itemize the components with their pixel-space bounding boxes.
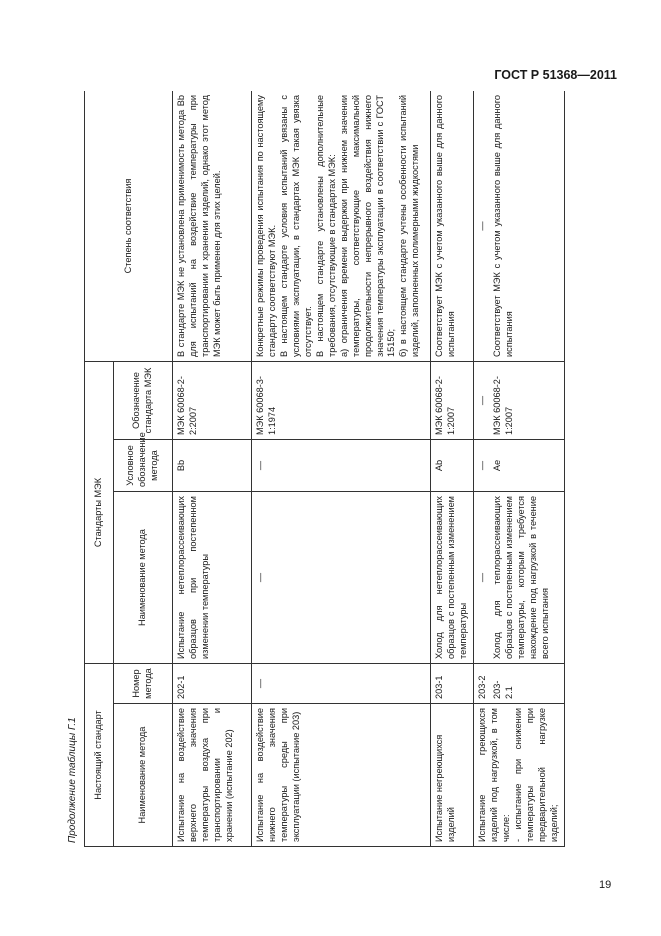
- method-name-sub: - испытание при снижении температуры при предварительной нагрузке изделий;: [512, 708, 559, 842]
- cell-method-name: [473, 704, 564, 847]
- column-header-iec-code: Условное обозначение метода: [114, 440, 173, 492]
- cell-method-name: Испытание негреющихся изделий: [431, 704, 474, 847]
- document-code: ГОСТ Р 51368—2011: [494, 68, 617, 82]
- cell-degree: [173, 91, 252, 362]
- cell-iec-code: Ab: [431, 440, 474, 492]
- rotated-content: [63, 91, 611, 847]
- table-row: [173, 91, 252, 847]
- degree-paragraph: б) в настоящем стандарте учтены особенности испытаний изделий, заполненных полимерными жидкостями: [398, 95, 421, 357]
- table-row: [252, 91, 431, 847]
- cell-iec-standard: МЭК 60068-2-2:2007: [173, 362, 252, 440]
- cell-method-name: Испытание на воздействие верхнего значения температуры воздуха при транспортировании и хранении (испытание 202): [173, 704, 252, 847]
- degree-paragraph: В настоящем стандарте условия испытаний увязаны с условиями эксплуатации, в стандартах МЭК такая увязка отсутствует.: [278, 95, 313, 357]
- table-row: [473, 91, 564, 847]
- cell-method-no: 202-1: [173, 664, 252, 704]
- degree-paragraph: —: [476, 221, 487, 231]
- cell-iec-method-name: —: [252, 492, 431, 664]
- degree-paragraph: Соответствует МЭК с учетом указанного выше для данного испытания: [434, 95, 456, 357]
- table-group-header-row: [85, 91, 114, 847]
- cell-iec-method-name: Холод для нетеплорассеивающих образцов с постепенным изменением температуры: [431, 492, 474, 664]
- group-header-current: Настоящий стандарт: [85, 664, 114, 847]
- degree-paragraph: В стандарте МЭК не установлена применимость метода Bb для испытаний на воздействие температуры при транспортировании и хранении изделий, однако этот метод МЭК может быть применен для этих целей.: [176, 95, 222, 357]
- column-header-iec-method-name: Наименование метода: [114, 492, 173, 664]
- degree-paragraph: а) ограничения времени выдержки при нижнем значении температуры, соответствующие максимальной продолжительности непрерывного воздействия нижнего значения температуры эксплуатации в соответствии с ГОСТ 15150;: [338, 95, 397, 357]
- table-row: [431, 91, 474, 847]
- rotated-table-area: [63, 91, 611, 847]
- cell-iec-code: Bb: [173, 440, 252, 492]
- method-no-sub: 203-2.1: [491, 680, 514, 699]
- cell-iec-code: —: [252, 440, 431, 492]
- page-number: 19: [599, 879, 612, 891]
- cell-method-no: —: [252, 664, 431, 704]
- degree-paragraph-sub: Соответствует МЭК с учетом указанного выше для данного испытания: [491, 95, 514, 357]
- degree-paragraph: Конкретные режимы проведения испытания по настоящему стандарту соответствуют МЭК.: [255, 95, 277, 357]
- degree-paragraph: В настоящем стандарте установлены дополнительные требования, отсутствующие в стандартах МЭК:: [314, 95, 337, 357]
- cell-method-no: [473, 664, 564, 704]
- iec-code-main: —: [476, 460, 487, 471]
- column-header-iec-standard: Обозначение стандарта МЭК: [114, 362, 173, 440]
- iec-method-name-sub: Холод для теплорассеивающих образцов с постепенным изменением температуры, которым требуется нахождение под нагрузкой в течение всего испытания: [491, 496, 550, 659]
- method-name-main: Испытание греющихся изделий под нагрузкой, в том числе:: [476, 708, 511, 842]
- cell-iec-standard: МЭК 60068-2-1:2007: [431, 362, 474, 440]
- cell-method-no: 203-1: [431, 664, 474, 704]
- cell-iec-method-name: [473, 492, 564, 664]
- column-header-method-no: Номер метода: [114, 664, 173, 704]
- column-header-degree: Степень соответствия: [85, 91, 173, 362]
- iec-method-name-main: —: [476, 572, 487, 583]
- cell-method-name: Испытание на воздействие нижнего значения температуры среды при эксплуатации (испытание 203): [252, 704, 431, 847]
- iec-standard-main: —: [476, 395, 487, 406]
- method-no-main: 203-2: [476, 675, 487, 699]
- cell-degree: [431, 91, 474, 362]
- iec-code-sub: Ae: [491, 459, 502, 472]
- cell-degree: [473, 91, 564, 362]
- column-header-method-name: Наименование метода: [114, 704, 173, 847]
- table-caption: Продолжение таблицы Г.1: [67, 717, 78, 843]
- cell-iec-method-name: Испытание нетеплорассеивающих образцов при постепенном изменении температуры: [173, 492, 252, 664]
- cell-degree: [252, 91, 431, 362]
- group-header-iec: Стандарты МЭК: [85, 362, 114, 664]
- iec-standard-sub: МЭК 60068-2-1:2007: [491, 376, 514, 435]
- cell-iec-standard: МЭК 60068-3-1:1974: [252, 362, 431, 440]
- cell-iec-standard: [473, 362, 564, 440]
- comparison-table: [84, 91, 565, 847]
- cell-iec-code: [473, 440, 564, 492]
